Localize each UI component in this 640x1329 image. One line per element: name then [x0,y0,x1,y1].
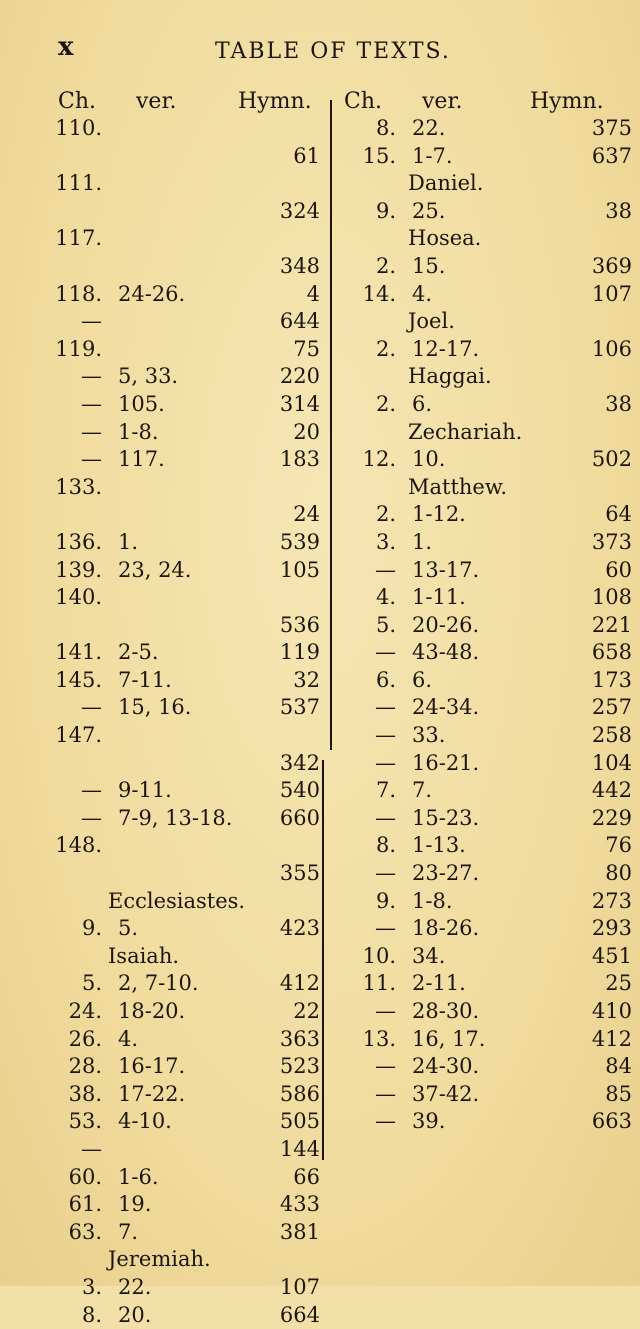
table-row [0,777,330,805]
chapter-cell: — [375,1081,396,1106]
verse-cell: 1-8. [118,419,159,444]
verse-cell: 1-12. [412,502,466,527]
hymn-cell: 324 [279,198,320,223]
hymn-cell: 442 [591,778,632,803]
hymn-cell: 144 [279,1136,320,1161]
chapter-cell: — [81,391,102,416]
table-row [330,198,640,226]
table-row [0,391,330,419]
hymn-cell: 412 [591,1026,632,1051]
hymn-cell: 76 [605,833,632,858]
chapter-cell: 141. [55,640,102,665]
chapter-cell: 14. [362,281,396,306]
table-row [0,998,330,1026]
table-row [0,1274,330,1302]
chapter-cell: 24. [68,999,102,1023]
table-row [0,253,330,281]
verse-cell: 2, 7-10. [118,971,199,996]
verse-cell: 4. [412,281,433,306]
right-header-ch: Ch. [344,89,382,114]
hymn-cell: 104 [591,750,632,775]
hymn-cell: 229 [591,805,632,830]
table-row [330,336,640,364]
chapter-cell: 38. [68,1081,102,1106]
verse-cell: 1. [118,529,139,554]
hymn-cell: 4 [306,281,320,306]
book-heading: Zechariah. [408,419,523,444]
table-row [0,750,330,778]
chapter-cell: 119. [55,336,102,361]
chapter-cell: — [81,695,102,720]
table-row [0,860,330,888]
chapter-cell: 5. [81,971,102,996]
chapter-cell: 145. [55,667,102,692]
hymn-cell: 108 [591,585,632,610]
right-header-hymn: Hymn. [530,89,604,114]
verse-cell: 1-8. [412,888,453,913]
book-heading: Haggai. [408,364,492,389]
table-row [330,639,640,667]
table-row [330,612,640,640]
table-row [330,777,640,805]
chapter-cell: 9. [81,916,102,941]
hymn-cell: 221 [591,612,632,637]
verse-cell: 13-17. [412,557,480,582]
table-row [330,667,640,695]
hymn-cell: 107 [591,281,632,306]
table-row [330,970,640,998]
hymn-cell: 664 [279,1302,320,1327]
table-row [0,943,330,971]
chapter-cell: 148. [55,833,102,858]
hymn-cell: 381 [279,1219,320,1244]
left-header-ch: Ch. [58,89,96,114]
verse-cell: 20. [118,1302,152,1327]
hymn-cell: 75 [293,336,320,361]
verse-cell: 17-22. [118,1081,186,1106]
chapter-cell: 118. [55,281,102,306]
hymn-cell: 523 [279,1054,320,1079]
verse-cell: 23, 24. [118,557,192,582]
column-headers [0,88,640,116]
table-row [330,915,640,943]
verse-cell: 6. [412,391,433,416]
table-row [0,888,330,916]
table-row [0,805,330,833]
hymn-cell: 342 [279,750,320,775]
hymn-cell: 80 [605,861,632,886]
verse-cell: 1-13. [412,833,466,858]
table-row [0,639,330,667]
verse-cell: 1. [412,529,433,554]
chapter-cell: 2. [375,336,396,361]
hymn-cell: 173 [591,667,632,692]
table-row [330,1026,640,1054]
table-row [330,998,640,1026]
hymn-cell: 451 [591,943,632,968]
verse-cell: 15. [412,253,446,278]
hymn-cell: 586 [279,1081,320,1106]
verse-cell: 5, 33. [118,364,179,389]
verse-cell: 24-34. [412,695,480,720]
hymn-cell: 502 [591,447,632,472]
table-row [0,501,330,529]
table-row [0,1191,330,1219]
table-row [330,1108,640,1136]
hymn-cell: 644 [279,309,320,334]
chapter-cell: 147. [55,723,102,748]
verse-cell: 15, 16. [118,695,192,720]
hymn-cell: 433 [279,1192,320,1217]
verse-cell: 19. [118,1192,152,1217]
table-row [330,557,640,585]
table-row [0,970,330,998]
table-row [330,584,640,612]
hymn-cell: 61 [293,143,320,168]
hymn-cell: 410 [591,999,632,1023]
chapter-cell: 12. [362,447,396,472]
chapter-cell: 2. [375,391,396,416]
hymn-cell: 505 [279,1109,320,1134]
table-row [0,446,330,474]
verse-cell: 18-20. [118,999,186,1023]
verse-cell: 22. [412,116,446,140]
chapter-cell: — [81,1136,102,1161]
verse-cell: 6. [412,667,433,692]
chapter-cell: 3. [375,529,396,554]
book-heading: Isaiah. [108,943,180,968]
table-row [330,888,640,916]
hymn-cell: 38 [605,198,632,223]
table-row [0,198,330,226]
chapter-cell: 110. [55,116,102,140]
table-row [0,722,330,750]
verse-cell: 25. [412,198,446,223]
table-row [330,750,640,778]
verse-cell: 20-26. [412,612,480,637]
chapter-cell: — [81,309,102,334]
hymn-cell: 220 [279,364,320,389]
chapter-cell: 53. [68,1109,102,1134]
table-row [0,143,330,171]
table-row [0,115,330,143]
chapter-cell: 15. [362,143,396,168]
hymn-cell: 658 [591,640,632,665]
hymn-cell: 660 [279,805,320,830]
table-row [330,805,640,833]
chapter-cell: — [81,364,102,389]
chapter-cell: 139. [55,557,102,582]
table-row [330,1053,640,1081]
table-row [0,667,330,695]
verse-cell: 43-48. [412,640,480,665]
chapter-cell: 10. [362,943,396,968]
hymn-cell: 423 [279,916,320,941]
chapter-cell: — [81,419,102,444]
verse-cell: 16-21. [412,750,480,775]
chapter-cell: 8. [81,1302,102,1327]
table-row [0,225,330,253]
hymn-cell: 258 [591,723,632,748]
chapter-cell: 2. [375,502,396,527]
table-row [330,225,640,253]
hymn-cell: 257 [591,695,632,720]
verse-cell: 12-17. [412,336,480,361]
hymn-cell: 663 [591,1109,632,1134]
hymn-cell: 293 [591,916,632,941]
chapter-cell: — [375,723,396,748]
table-row [0,832,330,860]
chapter-cell: 8. [375,116,396,140]
verse-cell: 1-7. [412,143,453,168]
table-row [0,419,330,447]
verse-cell: 4-10. [118,1109,172,1134]
hymn-cell: 373 [591,529,632,554]
chapter-cell: — [375,861,396,886]
verse-cell: 24-30. [412,1054,480,1079]
chapter-cell: 133. [55,474,102,499]
book-heading: Ecclesiastes. [108,888,246,913]
chapter-cell: 136. [55,529,102,554]
chapter-cell: — [375,805,396,830]
verse-cell: 37-42. [412,1081,480,1106]
hymn-cell: 539 [279,529,320,554]
chapter-cell: 111. [55,171,102,196]
table-row [0,1136,330,1164]
hymn-cell: 375 [591,116,632,140]
table-row [330,115,640,143]
verse-cell: 22. [118,1274,152,1299]
chapter-cell: 60. [68,1164,102,1189]
table-row [0,557,330,585]
table-row [0,170,330,198]
chapter-cell: 61. [68,1192,102,1217]
chapter-cell: 63. [68,1219,102,1244]
hymn-cell: 66 [293,1164,320,1189]
chapter-cell: 11. [362,971,396,996]
table-row [330,832,640,860]
table-row [0,336,330,364]
table-row [330,694,640,722]
verse-cell: 24-26. [118,281,186,306]
verse-cell: 33. [412,723,446,748]
hymn-cell: 537 [279,695,320,720]
table-row [0,1026,330,1054]
table-row [330,363,640,391]
table-row [330,501,640,529]
hymn-cell: 183 [279,447,320,472]
chapter-cell: — [375,916,396,941]
chapter-cell: 4. [375,585,396,610]
hymn-cell: 314 [279,391,320,416]
verse-cell: 23-27. [412,861,480,886]
book-heading: Joel. [408,309,455,334]
hymn-cell: 369 [591,253,632,278]
hymn-cell: 22 [293,999,320,1023]
verse-cell: 5. [118,916,139,941]
book-heading: Hosea. [408,226,482,251]
chapter-cell: 8. [375,833,396,858]
right-header-ver: ver. [422,89,463,114]
chapter-cell: 26. [68,1026,102,1051]
table-row [0,308,330,336]
hymn-cell: 38 [605,391,632,416]
hymn-cell: 348 [279,253,320,278]
hymn-cell: 25 [605,971,632,996]
verse-cell: 39. [412,1109,446,1134]
page-number: x [58,32,74,62]
verse-cell: 1-6. [118,1164,159,1189]
table-row [330,170,640,198]
chapter-cell: 9. [375,888,396,913]
table-row [0,694,330,722]
verse-cell: 2-11. [412,971,466,996]
table-row [330,419,640,447]
table-row [0,1108,330,1136]
hymn-cell: 355 [279,861,320,886]
hymn-cell: 24 [293,502,320,527]
left-column [0,115,330,1329]
book-heading: Daniel. [408,171,484,196]
table-row [330,943,640,971]
table-row [0,474,330,502]
verse-cell: 10. [412,447,446,472]
chapter-cell: — [81,805,102,830]
chapter-cell: 7. [375,778,396,803]
table-row [0,1164,330,1192]
hymn-cell: 119 [279,640,320,665]
chapter-cell: 2. [375,253,396,278]
verse-cell: 7. [118,1219,139,1244]
table-row [0,1302,330,1329]
chapter-cell: — [375,1054,396,1079]
book-heading: Jeremiah. [108,1247,211,1272]
chapter-cell: — [81,778,102,803]
hymn-cell: 273 [591,888,632,913]
table-row [0,1246,330,1274]
chapter-cell: — [375,999,396,1023]
hymn-cell: 412 [279,971,320,996]
hymn-cell: 106 [591,336,632,361]
hymn-cell: 60 [605,557,632,582]
verse-cell: 4. [118,1026,139,1051]
chapter-cell: — [375,640,396,665]
left-header-ver: ver. [136,89,177,114]
chapter-cell: 6. [375,667,396,692]
table-row [0,612,330,640]
verse-cell: 16-17. [118,1054,186,1079]
hymn-cell: 85 [605,1081,632,1106]
chapter-cell: — [375,1109,396,1134]
hymn-cell: 637 [591,143,632,168]
hymn-cell: 32 [293,667,320,692]
left-header-hymn: Hymn. [238,89,312,114]
chapter-cell: — [375,750,396,775]
table-row [330,391,640,419]
table-row [0,363,330,391]
chapter-cell: — [375,557,396,582]
chapter-cell: 13. [362,1026,396,1051]
hymn-cell: 536 [279,612,320,637]
table-row [0,584,330,612]
verse-cell: 7-9, 13-18. [118,805,233,830]
chapter-cell: 5. [375,612,396,637]
table-row [330,529,640,557]
verse-cell: 105. [118,391,165,416]
chapter-cell: 140. [55,585,102,610]
page-title: TABLE OF TEXTS. [215,39,451,64]
book-heading: Matthew. [408,474,508,499]
verse-cell: 28-30. [412,999,480,1023]
verse-cell: 7. [412,778,433,803]
chapter-cell: 3. [81,1274,102,1299]
verse-cell: 2-5. [118,640,159,665]
hymn-cell: 105 [279,557,320,582]
hymn-cell: 64 [605,502,632,527]
table-row [330,143,640,171]
table-row [330,446,640,474]
hymn-cell: 20 [293,419,320,444]
verse-cell: 1-11. [412,585,466,610]
chapter-cell: 28. [68,1054,102,1079]
chapter-cell: — [375,695,396,720]
table-row [0,1081,330,1109]
chapter-cell: — [81,447,102,472]
verse-cell: 7-11. [118,667,172,692]
table-row [330,253,640,281]
verse-cell: 15-23. [412,805,480,830]
verse-cell: 9-11. [118,778,172,803]
verse-cell: 16, 17. [412,1026,486,1051]
hymn-cell: 540 [279,778,320,803]
verse-cell: 18-26. [412,916,480,941]
hymn-cell: 363 [279,1026,320,1051]
table-row [0,529,330,557]
table-row [0,1053,330,1081]
hymn-cell: 84 [605,1054,632,1079]
table-row [330,474,640,502]
chapter-cell: 117. [55,226,102,251]
table-row [0,281,330,309]
hymn-cell: 107 [279,1274,320,1299]
table-row [0,1219,330,1247]
table-row [330,1081,640,1109]
chapter-cell: 9. [375,198,396,223]
verse-cell: 117. [118,447,165,472]
verse-cell: 34. [412,943,446,968]
table-row [330,722,640,750]
table-row [330,860,640,888]
table-row [330,281,640,309]
table-row [330,308,640,336]
table-row [0,915,330,943]
right-column [330,115,640,1136]
